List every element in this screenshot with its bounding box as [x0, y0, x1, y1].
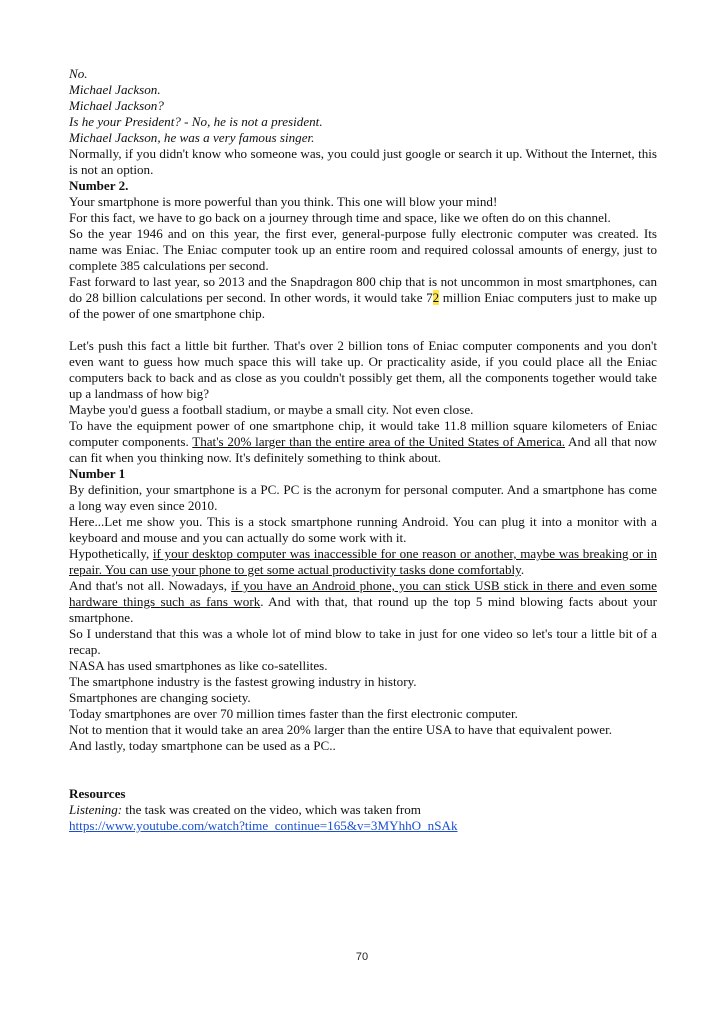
text-run: And all that now can fit when you thinking now. It's definitely something to think about. — [69, 434, 657, 465]
heading-number-2: Number 2. — [69, 178, 129, 193]
recap-line: The smartphone industry is the fastest growing industry in history. — [69, 674, 417, 689]
paragraph-push: Let's push this fact a little bit further. That's over 2 billion tons of Eniac computer components and you don't even want to guess how much space this will take up. Or practicality aside, if you could place all the Eniac computers back to back and as close as you couldn't possibly get them, all the components together would take up a landmass of how big? — [69, 338, 657, 401]
resources-heading: Resources — [69, 786, 126, 801]
listening-label: Listening: — [69, 802, 123, 817]
paragraph-fast-forward — [69, 274, 657, 322]
text-run: To have the equipment power of one smartphone chip, it would take 11.8 million square kilometers of Eniac computer components. — [69, 418, 657, 449]
paragraph-not-all — [69, 578, 657, 626]
paragraph-powerful: Your smartphone is more powerful than you think. This one will blow your mind! — [69, 194, 498, 209]
listening-line — [69, 802, 657, 818]
document-body — [69, 66, 657, 834]
underlined-text: if you have an Android phone, you can stick USB stick in there and even some hardware things such as fans work — [69, 578, 657, 609]
paragraph-guess: Maybe you'd guess a football stadium, or maybe a small city. Not even close. — [69, 402, 474, 417]
paragraph-google: Normally, if you didn't know who someone was, you could just google or search it up. Without the Internet, this is not an option. — [69, 146, 657, 177]
recap-line: And lastly, today smartphone can be used as a PC.. — [69, 738, 336, 753]
highlighted-digit: 2 — [432, 290, 440, 305]
paragraph-here: Here...Let me show you. This is a stock smartphone running Android. You can plug it into a monitor with a keyboard and mouse and you can actually do some work with it. — [69, 514, 657, 545]
recap-line: Today smartphones are over 70 million times faster than the first electronic computer. — [69, 706, 518, 721]
underlined-text: if your desktop computer was inaccessible for one reason or another, maybe was breaking or in repair. You can use your phone to get some actual productivity tasks done comfortably — [69, 546, 657, 577]
paragraph-area — [69, 418, 657, 466]
dialog-line: Michael Jackson? — [69, 98, 164, 113]
dialog-line: Is he your President? - No, he is not a president. — [69, 114, 323, 129]
dialog-line: No. — [69, 66, 88, 81]
resource-link-line — [69, 818, 657, 834]
text-run: And that's not all. Nowadays, — [69, 578, 232, 593]
text-run: Hypothetically, — [69, 546, 153, 561]
text-run: Fast forward to last year, so 2013 and the Snapdragon 800 chip that is not uncommon in most smartphones, can do 28 billion calculations per second. In other words, it would take 7 — [69, 274, 657, 305]
heading-number-1: Number 1 — [69, 466, 126, 481]
text-run: million Eniac computers just to make up of the power of one smartphone chip. — [69, 290, 657, 321]
text-run: . — [520, 562, 525, 577]
paragraph-recap: So I understand that this was a whole lot of mind blow to take in just for one video so let's tour a little bit of a recap. — [69, 626, 657, 657]
recap-line: NASA has used smartphones as like co-satellites. — [69, 658, 328, 673]
recap-line: Not to mention that it would take an area 20% larger than the entire USA to have that equivalent power. — [69, 722, 612, 737]
paragraph-journey: For this fact, we have to go back on a journey through time and space, like we often do on this channel. — [69, 210, 611, 225]
blank-space — [69, 754, 657, 786]
recap-line: Smartphones are changing society. — [69, 690, 251, 705]
paragraph-eniac: So the year 1946 and on this year, the first ever, general-purpose fully electronic computer was created. Its name was Eniac. The Eniac computer took up an entire room and required colossal amounts of energy, just to complete 385 calculations per second. — [69, 226, 657, 273]
page-number: 70 — [355, 951, 369, 963]
text-run: . And with that, that round up the top 5 mind blowing facts about your smartphone. — [69, 594, 658, 625]
dialog-line: Michael Jackson. — [69, 82, 161, 97]
dialog-line: Michael Jackson, he was a very famous singer. — [69, 130, 315, 145]
youtube-link[interactable]: https://www.youtube.com/watch?time_continue=165&v=3MYhhO_nSAk — [69, 818, 458, 833]
blank-line — [69, 322, 657, 338]
paragraph-pc: By definition, your smartphone is a PC. PC is the acronym for personal computer. And a smartphone has come a long way even since 2010. — [69, 482, 657, 513]
underlined-text: That's 20% larger than the entire area of the United States of America. — [192, 434, 566, 449]
listening-text: the task was created on the video, which was taken from — [122, 802, 421, 817]
paragraph-hypothetically — [69, 546, 657, 578]
